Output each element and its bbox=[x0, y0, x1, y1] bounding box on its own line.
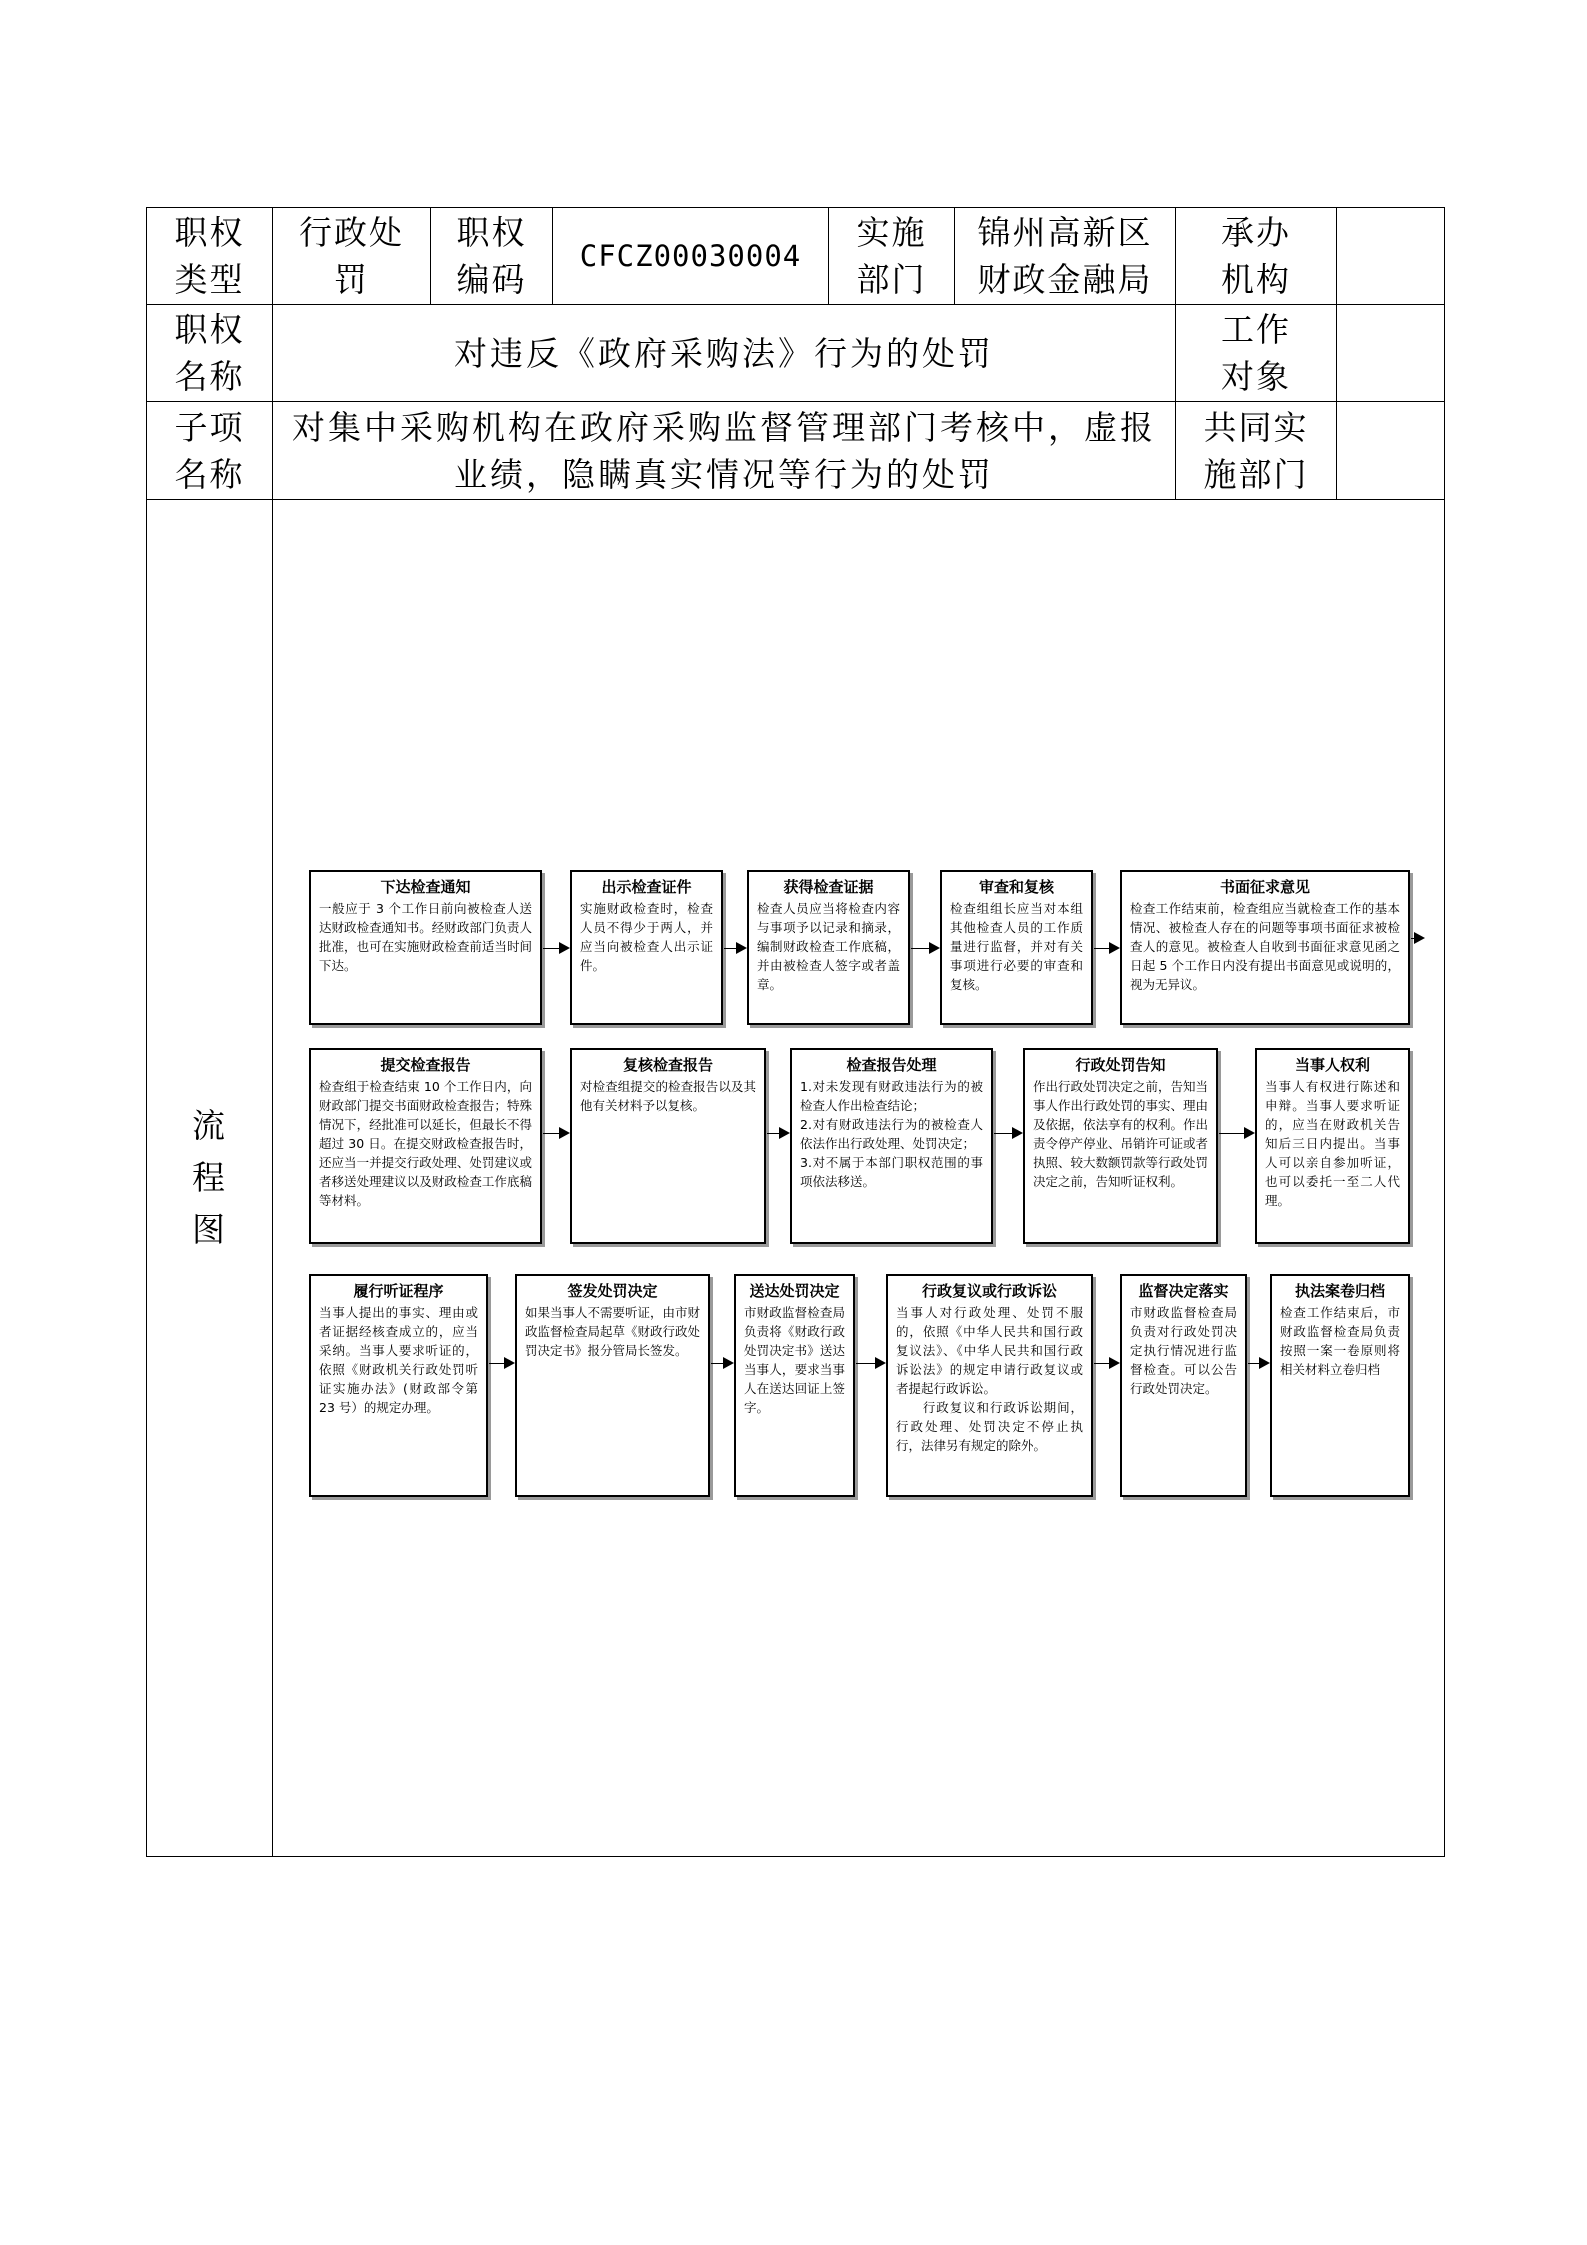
step-body: 检查组于检查结束 10 个工作日内，向财政部门提交书面财政检查报告；特殊情况下，经批准可以延长，但最长不得超过 30 日。在提交财政检查报告时，还应当一并提交行政处理、处罚建议或者移送处理建议以及财政检查工作底稿等材料。 bbox=[319, 1079, 532, 1208]
step-title: 提交检查报告 bbox=[380, 1056, 471, 1074]
org-label: 承办 机构 bbox=[1176, 208, 1337, 305]
step-body: 检查组组长应当对本组其他检查人员的工作质量进行监督，并对有关事项进行必要的审查和复核。 bbox=[950, 901, 1083, 992]
step-body: 当事人有权进行陈述和申辩。当事人要求听证的，应当在财政机关告知后三日内提出。当事人可以亲自参加听证，也可以委托一至二人代理。 bbox=[1265, 1079, 1400, 1208]
code-label: 职权 编码 bbox=[431, 208, 553, 305]
step-title: 行政处罚告知 bbox=[1075, 1056, 1166, 1074]
co-value bbox=[1337, 402, 1445, 500]
org-value bbox=[1337, 208, 1445, 305]
step-title: 下达检查通知 bbox=[380, 878, 471, 896]
step-body: 对检查组提交的检查报告以及其他有关材料予以复核。 bbox=[580, 1079, 756, 1113]
name-label: 职权 名称 bbox=[147, 305, 273, 402]
code-value: CFCZ00030004 bbox=[553, 208, 829, 305]
step-title: 当事人权利 bbox=[1294, 1056, 1370, 1074]
name-value: 对违反《政府采购法》行为的处罚 bbox=[273, 305, 1176, 402]
authority-table bbox=[146, 207, 1445, 1857]
step-title: 执法案卷归档 bbox=[1294, 1282, 1385, 1300]
step-title: 签发处罚决定 bbox=[567, 1282, 658, 1300]
target-value bbox=[1337, 305, 1445, 402]
step-body: 作出行政处罚决定之前，告知当事人作出行政处罚的事实、理由及依据，依法享有的权利。作出责令停产停业、吊销许可证或者执照、较大数额罚款等行政处罚决定之前，告知听证权利。 bbox=[1033, 1079, 1209, 1189]
step-title: 书面征求意见 bbox=[1219, 878, 1310, 896]
step-title: 复核检查报告 bbox=[622, 1056, 713, 1074]
sub-value: 对集中采购机构在政府采购监督管理部门考核中，虚报 业绩，隐瞒真实情况等行为的处罚 bbox=[273, 402, 1176, 500]
step-title: 送达处罚决定 bbox=[749, 1282, 840, 1300]
step-body: 当事人对行政处理、处罚不服的，依照《中华人民共和国行政复议法》、《中华人民共和国行政诉讼法》的规定申请行政复议或者提起行政诉讼。 行政复议和行政诉讼期间，行政处理、处罚决定不停止执行，法律另有规定的除外。 bbox=[896, 1305, 1083, 1453]
type-label: 职权 类型 bbox=[147, 208, 273, 305]
step-body: 如果当事人不需要听证，由市财政监督检查局起草《财政行政处罚决定书》报分管局长签发。 bbox=[525, 1305, 701, 1358]
step-body: 当事人提出的事实、理由或者证据经核查成立的，应当采纳。当事人要求听证的，依照《财政机关行政处罚听证实施办法》(财政部令第 23 号）的规定办理。 bbox=[319, 1305, 478, 1415]
step-title: 监督决定落实 bbox=[1138, 1282, 1229, 1300]
dept-label: 实施 部门 bbox=[829, 208, 955, 305]
step-title: 获得检查证据 bbox=[783, 878, 874, 896]
step-title: 行政复议或行政诉讼 bbox=[921, 1282, 1057, 1300]
step-title: 履行听证程序 bbox=[353, 1282, 444, 1300]
type-value: 行政处 罚 bbox=[273, 208, 431, 305]
step-body: 检查工作结束后，市财政监督检查局负责按照一案一卷原则将相关材料立卷归档 bbox=[1280, 1305, 1400, 1377]
step-body: 检查人员应当将检查内容与事项予以记录和摘录，编制财政检查工作底稿，并由被检查人签字或者盖章。 bbox=[757, 901, 900, 992]
dept-value: 锦州高新区 财政金融局 bbox=[955, 208, 1176, 305]
step-title: 出示检查证件 bbox=[601, 878, 692, 896]
step-body: 1.对未发现有财政违法行为的被检查人作出检查结论； 2.对有财政违法行为的被检查人依法作出行政处理、处罚决定； 3.对不属于本部门职权范围的事项依法移送。 bbox=[800, 1079, 983, 1189]
co-label: 共同实 施部门 bbox=[1176, 402, 1337, 500]
step-body: 实施财政检查时，检查人员不得少于两人，并应当向被检查人出示证件。 bbox=[580, 901, 713, 973]
flowchart-cell bbox=[273, 500, 1445, 1857]
step-title: 检查报告处理 bbox=[846, 1056, 937, 1074]
step-title: 审查和复核 bbox=[978, 878, 1054, 896]
sub-label: 子项 名称 bbox=[147, 402, 273, 500]
target-label: 工作 对象 bbox=[1176, 305, 1337, 402]
step-body: 一般应于 3 个工作日前向被检查人送达财政检查通知书。经财政部门负责人批准，也可在实施财政检查前适当时间下达。 bbox=[319, 901, 532, 973]
step-body: 市财政监督检查局负责对行政处罚决定执行情况进行监督检查。可以公告行政处罚决定。 bbox=[1130, 1305, 1237, 1396]
step-body: 检查工作结束前，检查组应当就检查工作的基本情况、被检查人存在的问题等事项书面征求被检查人的意见。被检查人自收到书面征求意见函之日起 5 个工作日内没有提出书面意见或说明的，视为无异议。 bbox=[1130, 901, 1400, 992]
flow-label: 流 程 图 bbox=[147, 500, 273, 1857]
step-body: 市财政监督检查局负责将《财政行政处罚决定书》送达当事人，要求当事人在送达回证上签字。 bbox=[744, 1305, 845, 1415]
